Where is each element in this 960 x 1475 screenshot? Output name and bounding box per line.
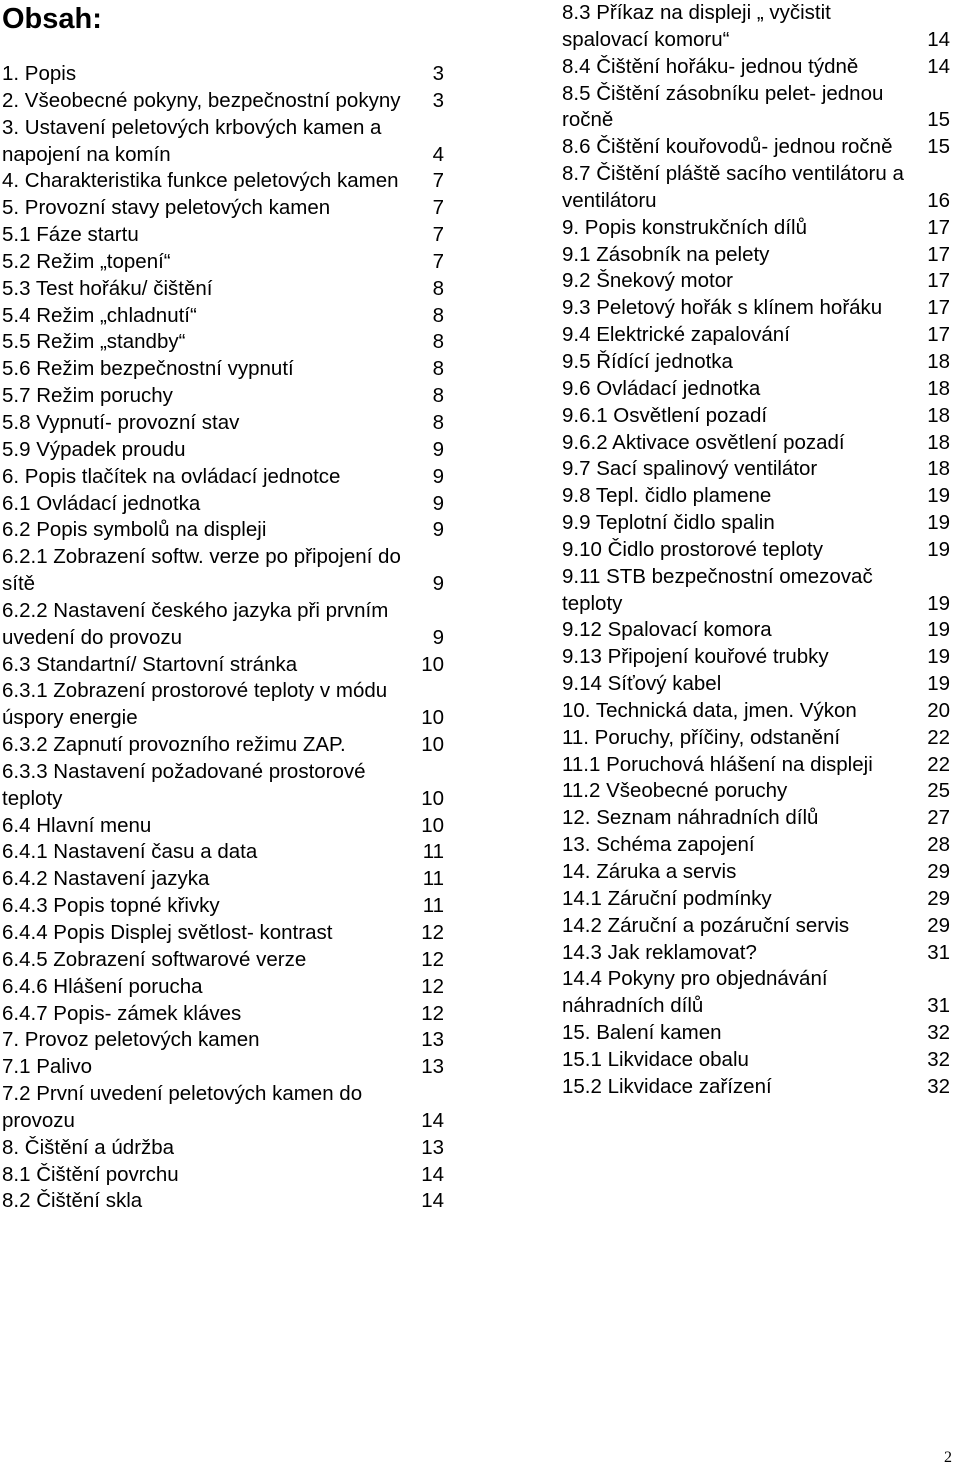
toc-entry-title: 8.1 Čištění povrchu [2,1162,179,1186]
toc-entry-page: 18 [927,430,950,454]
toc-entry-title: 6. Popis tlačítek na ovládací jednotce [2,464,341,488]
toc-entry-title: 6.3 Standartní/ Startovní stránka [2,652,298,676]
toc-entry [562,81,950,135]
toc-entry-page: 3 [432,88,444,112]
toc-entry-page: 8 [432,384,444,408]
toc-entry-title: 7.1 Palivo [2,1055,93,1079]
toc-entry [2,652,444,679]
toc-entry-title: 9. Popis konstrukčních dílů [562,215,807,239]
toc-entry-page: 8 [432,276,444,300]
toc-entry-title: 9.10 Čidlo prostorové teploty [562,537,823,561]
toc-entry [2,115,444,169]
toc-entry-page: 12 [421,974,444,998]
toc-entry-title: 5. Provozní stavy peletových kamen [2,196,331,220]
toc-entry-title: 9.13 Připojení kouřové trubky [562,645,829,669]
toc-entry-page: 19 [927,511,950,535]
toc-entry [2,356,444,383]
toc-entry-page: 11 [422,894,444,918]
toc-entry-page: 19 [927,645,950,669]
toc-entry-page: 18 [927,457,950,481]
toc-entry-title: 14.4 Pokyny pro objednávání náhradních dílů [562,967,828,1018]
toc-entry [562,805,950,832]
toc-entry-title: 6.4.3 Popis topné křivky [2,894,220,918]
toc-entry-page: 15 [927,135,950,159]
toc-entry-page: 32 [927,1047,950,1071]
toc-entry-title: 2. Všeobecné pokyny, bezpečnostní pokyny [2,88,401,112]
toc-entry [562,161,950,215]
toc-entry-title: 5.7 Režim poruchy [2,384,173,408]
toc-entry-title: 6.4.6 Hlášení porucha [2,974,203,998]
toc-entry-title: 5.4 Režim „chladnutí“ [2,303,197,327]
toc-entry-page: 22 [927,752,950,776]
toc-column-right [562,0,950,1101]
toc-entry-page: 18 [927,403,950,427]
toc-entry-title: 9.3 Peletový hořák s klínem hořáku [562,296,883,320]
toc-entry [2,410,444,437]
toc-entry [562,0,950,54]
toc-entry-title: 8.7 Čištění pláště sacího ventilátoru a ventilátoru [562,162,904,212]
toc-entry-page: 19 [927,537,950,561]
toc-entry-title: 12. Seznam náhradních dílů [562,806,819,830]
toc-entry-title: 10. Technická data, jmen. Výkon [562,698,857,722]
toc-entry-page: 18 [927,376,950,400]
toc-entry [562,940,950,967]
toc-entry-page: 9 [432,437,444,461]
toc-entry [2,678,444,732]
toc-entry [2,195,444,222]
toc-entry-title: 9.14 Síťový kabel [562,672,722,696]
toc-entry-title: 6.4.1 Nastavení času a data [2,840,258,864]
toc-entry [562,483,950,510]
toc-entry-page: 11 [422,840,444,864]
toc-entry-title: 6.2.2 Nastavení českého jazyka při prvním uvedení do provozu [2,598,389,649]
toc-entry-title: 6.2.1 Zobrazení softw. verze po připojení do sítě [2,545,401,596]
toc-entry [562,430,950,457]
toc-entry [2,249,444,276]
toc-entry-title: 11.1 Poruchová hlášení na displeji [562,752,873,776]
toc-entry-title: 4. Charakteristika funkce peletových kamen [2,169,399,193]
toc-entry-title: 6.4.5 Zobrazení softwarové verze [2,947,307,971]
toc-entry [2,88,444,115]
toc-entry-page: 14 [421,1189,444,1213]
toc-entry [2,1162,444,1189]
toc-entry-page: 19 [927,672,950,696]
toc-entry-page: 10 [421,706,444,730]
toc-entry [2,1054,444,1081]
toc-entry-title: 15.1 Likvidace obalu [562,1047,749,1071]
toc-entry [2,517,444,544]
toc-entry-page: 29 [927,886,950,910]
toc-entry-title: 9.7 Sací spalinový ventilátor [562,457,818,481]
toc-entry-title: 14.3 Jak reklamovat? [562,940,757,964]
toc-entry-title: 5.9 Výpadek proudu [2,437,186,461]
toc-entry-page: 16 [927,188,950,212]
toc-entry-page: 17 [927,215,950,239]
toc-entry [562,913,950,940]
toc-entry-title: 14. Záruka a servis [562,860,737,883]
toc-entry [562,537,950,564]
toc-entry [562,215,950,242]
toc-entry-page: 14 [927,27,950,51]
toc-entry [2,893,444,920]
toc-entry-title: 11. Poruchy, příčiny, odstanění [562,725,841,749]
toc-entry [562,403,950,430]
toc-entry-title: 5.5 Režim „standby“ [2,330,186,354]
toc-entry [562,322,950,349]
toc-entry-page: 17 [927,296,950,320]
toc-entry-page: 7 [432,223,444,247]
toc-entry-page: 11 [422,867,444,891]
toc-entry-page: 13 [421,1135,444,1159]
toc-entry [562,778,950,805]
toc-entry-page: 12 [421,1001,444,1025]
toc-entry [562,295,950,322]
toc-entry [2,759,444,813]
toc-entry [562,510,950,537]
toc-entry [2,329,444,356]
toc-entry [562,859,950,886]
toc-entry-page: 14 [927,54,950,78]
toc-entry-page: 17 [927,269,950,293]
toc-entry-title: 6.1 Ovládací jednotka [2,491,201,515]
toc-entry-title: 1. Popis [2,62,77,85]
toc-entry [2,1081,444,1135]
toc-entry [562,54,950,81]
toc-column-left [2,61,444,1215]
toc-entry [562,349,950,376]
toc-entry-page: 15 [927,108,950,132]
toc-entry [562,1074,950,1101]
toc-entry-title: 9.6 Ovládací jednotka [562,376,761,400]
toc-entry-page: 29 [927,913,950,937]
toc-entry [562,242,950,269]
toc-entry-page: 31 [927,940,950,964]
toc-entry-page: 19 [927,484,950,508]
toc-entry-title: 6.3.2 Zapnutí provozního režimu ZAP. [2,733,346,757]
toc-entry-title: 7. Provoz peletových kamen [2,1028,260,1052]
toc-entry-page: 9 [432,572,444,596]
toc-entry-page: 7 [432,249,444,273]
toc-entry-title: 8.3 Příkaz na displeji „ vyčistit spalovací komoru“ [562,1,831,51]
toc-entry-title: 5.3 Test hořáku/ čištění [2,276,213,300]
toc-entry [2,974,444,1001]
toc-entry [2,920,444,947]
toc-entry [562,698,950,725]
toc-entry [2,491,444,518]
toc-entry-title: 6.4.2 Nastavení jazyka [2,867,210,891]
toc-entry-page: 31 [927,994,950,1018]
toc-entry-page: 7 [432,169,444,193]
toc-entry-page: 10 [421,813,444,837]
toc-entry-page: 29 [927,860,950,883]
toc-entry-page: 14 [421,1162,444,1186]
toc-entry [562,725,950,752]
page-number: 2 [944,1449,952,1466]
toc-entry [2,813,444,840]
toc-entry [2,1135,444,1162]
toc-entry-page: 9 [432,464,444,488]
toc-entry [562,644,950,671]
toc-entry-title: 6.3.1 Zobrazení prostorové teploty v módu úspory energie [2,679,388,730]
toc-entry [562,617,950,644]
toc-entry [562,268,950,295]
toc-entry [562,1047,950,1074]
toc-entry [2,303,444,330]
toc-entry-page: 8 [432,330,444,354]
toc-entry-page: 32 [927,1074,950,1098]
toc-entry-page: 8 [432,303,444,327]
toc-entry-page: 9 [432,625,444,649]
toc-entry-title: 6.4.4 Popis Displej světlost- kontrast [2,921,333,944]
toc-entry-title: 9.5 Řídící jednotka [562,349,733,373]
toc-entry [2,437,444,464]
toc-entry [562,886,950,913]
toc-entry-title: 9.4 Elektrické zapalování [562,323,790,347]
toc-entry-page: 8 [432,357,444,381]
toc-entry-page: 13 [421,1028,444,1052]
toc-entry-title: 9.2 Šnekový motor [562,269,733,293]
toc-entry [2,383,444,410]
page-title: Obsah: [2,3,102,35]
toc-entry-page: 8 [432,410,444,434]
toc-entry-page: 27 [927,806,950,830]
toc-entry [2,1188,444,1215]
toc-entry [2,544,444,598]
toc-entry-title: 9.6.1 Osvětlení pozadí [562,403,768,427]
toc-entry-page: 9 [432,518,444,542]
toc-entry [562,376,950,403]
toc-entry-title: 8.4 Čištění hořáku- jednou týdně [562,54,859,78]
toc-entry-page: 25 [927,779,950,803]
toc-entry [2,947,444,974]
toc-entry-title: 8.5 Čištění zásobníku pelet- jednou ročně [562,81,884,132]
toc-entry [562,1020,950,1047]
toc-entry-title: 9.8 Tepl. čidlo plamene [562,484,772,508]
toc-entry [562,456,950,483]
toc-entry-title: 14.1 Záruční podmínky [562,886,772,910]
toc-entry [562,134,950,161]
toc-entry-title: 8.2 Čištění skla [2,1189,143,1213]
toc-entry-title: 8. Čištění a údržba [2,1135,175,1159]
toc-entry-title: 8.6 Čištění kouřovodů- jednou ročně [562,135,893,159]
toc-entry-page: 9 [432,491,444,515]
toc-entry-title: 9.9 Teplotní čidlo spalin [562,511,775,535]
toc-entry-title: 7.2 První uvedení peletových kamen do provozu [2,1082,363,1132]
toc-entry-title: 6.4.7 Popis- zámek kláves [2,1001,242,1025]
toc-entry [2,598,444,652]
toc-entry-page: 12 [421,947,444,971]
toc-entry-page: 4 [432,142,444,166]
toc-entry-page: 19 [927,618,950,642]
toc-entry-page: 17 [927,242,950,266]
toc-entry [562,752,950,779]
toc-entry-title: 5.1 Fáze startu [2,223,139,247]
toc-entry-title: 5.8 Vypnutí- provozní stav [2,410,240,434]
toc-entry-title: 13. Schéma zapojení [562,833,755,857]
toc-entry-page: 32 [927,1021,950,1045]
toc-entry-page: 20 [927,698,950,722]
toc-entry-page: 3 [432,62,444,85]
toc-entry-title: 11.2 Všeobecné poruchy [562,779,788,803]
toc-entry-title: 6.4 Hlavní menu [2,813,152,837]
toc-entry-page: 18 [927,349,950,373]
toc-entry-title: 9.1 Zásobník na pelety [562,242,770,266]
toc-entry [562,832,950,859]
toc-entry-page: 10 [421,652,444,676]
toc-entry-page: 10 [421,733,444,757]
toc-entry-title: 5.2 Režim „topení“ [2,249,171,273]
toc-entry [2,168,444,195]
toc-entry-page: 28 [927,833,950,857]
toc-entry-title: 9.12 Spalovací komora [562,618,772,642]
toc-entry [2,61,444,88]
toc-entry [562,671,950,698]
toc-entry [2,1027,444,1054]
toc-entry-page: 10 [421,786,444,810]
toc-entry-page: 17 [927,323,950,347]
toc-entry-title: 15. Balení kamen [562,1021,722,1045]
toc-entry-title: 6.3.3 Nastavení požadované prostorové teploty [2,759,366,810]
toc-entry [2,839,444,866]
toc-entry-page: 12 [421,921,444,944]
toc-entry-page: 7 [432,196,444,220]
toc-entry [2,1001,444,1028]
toc-entry-title: 15.2 Likvidace zařízení [562,1074,772,1098]
toc-entry [2,866,444,893]
toc-entry-page: 19 [927,591,950,615]
toc-entry-title: 5.6 Režim bezpečnostní vypnutí [2,357,294,381]
toc-entry [2,276,444,303]
toc-entry [2,732,444,759]
toc-entry-title: 6.2 Popis symbolů na displeji [2,518,267,542]
toc-entry [562,966,950,1020]
toc-entry [2,222,444,249]
toc-entry [562,564,950,618]
toc-entry-title: 14.2 Záruční a pozáruční servis [562,913,850,937]
toc-entry-page: 13 [421,1055,444,1079]
toc-entry-title: 3. Ustavení peletových krbových kamen a napojení na komín [2,115,382,166]
toc-entry-page: 14 [421,1108,444,1132]
toc-entry-title: 9.11 STB bezpečnostní omezovač teploty [562,564,873,615]
toc-entry [2,464,444,491]
toc-entry-page: 22 [927,725,950,749]
toc-entry-title: 9.6.2 Aktivace osvětlení pozadí [562,430,845,454]
